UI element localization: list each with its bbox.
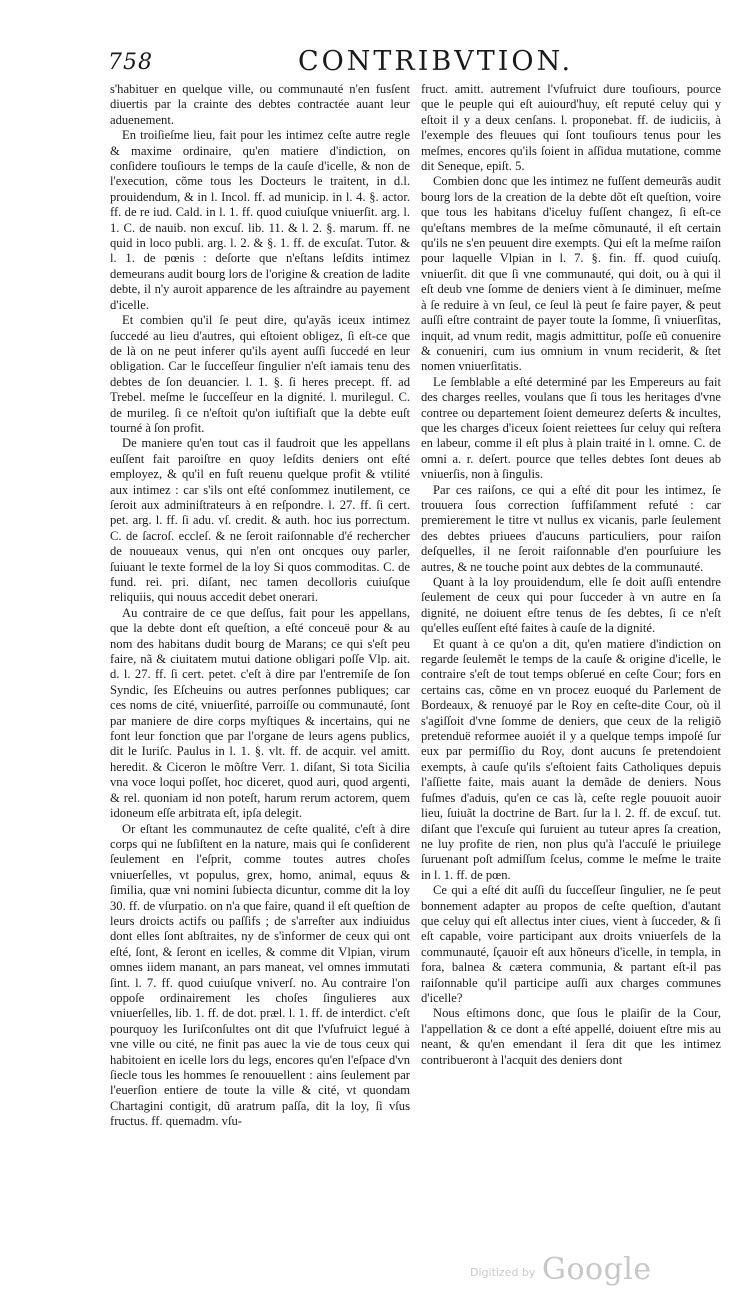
paragraph: fruct. amitt. autrement l'vſufruict dure touſiours, pource que le peuple qui eſt auiourd'huy, eſt reputé celuy qui y eſtoit il y a deux cenſans. l. proponebat. ff. de iudiciis, à l'exemple des fleuues qui ſont touſiours tenus pour les meſmes, encores qu'ils ſoient in aſſidua mutatione, comme dit Seneque, epiſt. 5. (421, 82, 721, 174)
paragraph: De maniere qu'en tout cas il faudroit que les appellans euſſent fait paroiſtre en quoy leſdits deniers ont eſté employez, & qu'il en fuſt reuenu quelque profit & vtilité aux intimez : car s'ils ont eſté conſommez inutilement, ce ſeroit aux adminiſtrateurs à en reſpondre. l. 27. ff. ſi cert. pet. arg. l. ff. ſi adu. vſ. credit. & auth. hoc ius porrectum. C. de ſacroſ. eccleſ. & ne ſeroit raiſonnable d'é rechercher de nouueaux venus, qui n'en ont oncques ouy parler, ſuiuant le texte formel de la loy Si quos commoditas. C. de fund. rei. pri. diſant, nec tamen decolloris cuiuſque reliquiis, qui nouus accedit debet onerari. (110, 436, 410, 605)
digitization-watermark (470, 1254, 740, 1294)
paragraph: Par ces raiſons, ce qui a eſté dit pour les intimez, ſe trouuera ſous correction ſuffiſamment refuté : car premierement le titre vt nullus ex vicanis, parle ſeulement des debtes priuees d'aucuns particuliers, pour raiſon deſquelles, il ne ſeroit raiſonnable d'en pourſuiure les autres, & ne touche point aux debtes de la communauté. (421, 482, 721, 574)
paragraph: Au contraire de ce que deſſus, fait pour les appellans, que la debte dont eſt queſtion, a eſté conceuë pour & au nom des habitans dudit bourg de Marans; ce qui s'eſt peu faire, nã & ciuitatem mutui datione obligari poſſe Vlp. ait. d. l. 27. ff. ſi cert. petet. c'eſt à dire par l'entremiſe de ſon Syndic, ſes Eſcheuins ou autres perſonnes publiques; car ces noms de cité, vniuerſité, parroiſſe ou communauté, ſont par maniere de dire corps myſtiques & incertains, qui ne font leur fonction que par l'organe de leurs agens publics, dit le Iuriſc. Paulus in l. 1. §. vlt. ff. de acquir. vel amitt. heredit. & Ciceron le mõſtre Verr. 1. diſant, Si tota Sicilia vna voce loqui poſſet, hoc diceret, quod auri, quod argenti, & rel. quoniam id non poteſt, harum rerum actorem, quem idoneum eſſe arbitrata eſt, ipſa delegit. (110, 605, 410, 821)
paragraph: Le ſemblable a eſté determiné par les Empereurs au fait des charges reelles, voulans que ſi tous les heritages d'vne contree ou departement ſoient demeurez deſerts & incultes, que les charges d'iceux ſoient reiettees ſur celuy qui reſtera en labeur, comme il eſt plus à plain traité in l. omne. C. de omni a. r. deſert. pource que telles debtes ſont deues ab vniuerſis, non à ſingulis. (421, 374, 721, 482)
page-header (108, 46, 738, 82)
paragraph: Et combien qu'il ſe peut dire, qu'ayãs iceux intimez ſuccedé au lieu d'autres, qui eſtoient obligez, ſi eſt-ce que de là on ne peut inferer qu'ils ayent auſſi ſuccedé en leur obligation. Car le ſucceſſeur ſingulier n'eſt iamais tenu des debtes de ſon deuancier. l. 1. §. ſi heres precept. ff. ad Trebel. meſme le ſucceſſeur en la dignité. l. murilegul. C. de murileg. ſi ce n'eſtoit qu'on iuſtifiaſt que la debte euſt tourné à ſon profit. (110, 313, 410, 435)
paragraph: Combien donc que les intimez ne fuſſent demeurãs audit bourg lors de la creation de la debte dõt eſt queſtion, voire que tous les habitans d'iceluy fuſſent changez, ſi eſt-ce qu'eſtans membres de la meſme cõmunauté, il eſt certain qu'ils ne s'en peuuent dire exempts. Qui eſt la meſme raiſon pour laquelle Vlpian in l. 7. §. fin. ff. quod cuiuſq. vniuerſit. dit que ſi vne communauté, qui doit, ou à qui il eſt deub vne ſomme de deniers vient à ſe diminuer, meſme à ſe reduire à vn ſeul, ce ſeul là peut ſe faire payer, & peut auſſi eſtre contraint de payer toute la ſomme, ſi vniuerſitas, inquit, ad vnum redit, magis admittitur, poſſe eũ conuenire & conueniri, cum ius omnium in vnum reciderit, & ſtet nomen vniuerſitatis. (421, 174, 721, 374)
paragraph: s'habituer en quelque ville, ou communauté n'en fusſent diuertis par la crainte des debtes contractée auant leur aduenement. (110, 82, 410, 127)
paragraph: En troiſieſme lieu, fait pour les intimez ceſte autre regle & maxime ordinaire, qu'en matiere d'indiction, on conſidere touſiours le temps de la cauſe d'icelle, & non de l'execution, cõme tous les Docteurs le traitent, in d.l. prouidendum, & in l. Incol. ff. ad municip. in l. 4. §. actor. ff. de re iud. Cald. in l. 1. ff. quod cuiuſque vniuerſit. arg. l. 1. C. de nauib. non excuſ. lib. 11. & l. 2. §. marum. ff. ne quid in loco publi. arg. l. 2. & §. 1. ff. de excuſat. Tutor. & l. 1. de pœnis : deſorte que n'eſtans leſdits intimez demeurans audit bourg lors de l'origine & creation de ladite debte, il n'y auroit apparence de les aſtraindre au payement d'icelle. (110, 128, 410, 312)
running-title: CONTRIBVTION. (298, 46, 574, 77)
digitized-by-label: Digitized by (470, 1266, 536, 1279)
paragraph: Nous eſtimons donc, que ſous le plaiſir de la Cour, l'appellation & ce dont a eſté appellé, doiuent eſtre mis au neant, & qu'en emendant il ſera dit que les intimez contribueront à l'acquit des deniers dont (421, 1006, 721, 1067)
paragraph: Or eſtant les communautez de ceſte qualité, c'eſt à dire corps qui ne ſubſiſtent en la nature, mais qui ſe conſiderent ſeulement en l'eſprit, comme toutes autres choſes vniuerſelles, vt populus, grex, homo, animal, equus & ſimilia, quæ vni nomini ſubiecta dicuntur, comme dit la loy 30. ff. de vſurpatio. on n'a que faire, quand il eſt queſtion de leurs droicts actifs ou paſſifs ; de s'arreſter aux indiuidus dont elles ſont abſtraites, ny de s'informer de ceux qui ont eſté, ſont, & ſeront en icelles, & comme dit Vlpian, virum omnes iidem manant, an pars maneat, vel omnes immutati ſint. l. 7. ff. quod cuiuſque vniverſ. no. Au contraire l'on oppoſe ordinairement les choſes ſingulieres aux vniuerſelles, lib. 1. ff. de dot. præl. l. 1. ff. de interdict. c'eſt pourquoy les Iuriſconſultes ont dit que l'vſufruict legué à vne ville ou cité, ne finit pas auec la vie de tous ceux qui habitoient en icelle lors du legs, encores qu'en l'eſpace d'vn ſiecle tous les hommes ſe renouuellent : ains ſeulement par l'euerſion entiere de toute la ville & cité, vt quondam Chartagini contigit, dũ aratrum paſſa, dit la loy, ſi vſus fructus. ff. quemadm. vſu- (110, 821, 411, 1129)
paragraph: Quant à la loy prouidendum, elle ſe doit auſſi entendre ſeulement de ceux qui pour ſucceder à vn autre en ſa dignité, ne doiuent eſtre tenus de ſes debtes, ſi ce n'eſt qu'elles euſſent eſté faites à cauſe de la dignité. (421, 575, 721, 636)
right-column (421, 82, 721, 1068)
left-column (110, 82, 410, 1130)
page-number: 758 (108, 50, 153, 75)
paragraph: Et quant à ce qu'on a dit, qu'en matiere d'indiction on regarde ſeulemẽt le temps de la cauſe & origine d'icelle, le contraire s'eſt de tout temps obſerué en ceſte Cour; fors en certains cas, cõme en vn procez euoqué du Parlement de Bordeaux, & renuoyé par le Roy en ceſte-dite Cour, où il s'agiſſoit d'vne ſomme de deniers, que ceux de la religiõ pretenduë reformee auoiét il y a quelque temps impoſé ſur eux par permiſſio du Roy, dont aucuns ſe pretendoient exempts, à cauſe qu'ils s'eſtoient faits Catholiques depuis l'aſſiette faite, mais auant la demãde de deniers. Nous fuſmes d'aduis, qu'en ce cas là, ceſte regle pouuoit auoir lieu, ſuiuãt la doctrine de Bart. ſur la l. 2. ff. de excuſ. tut. diſant que l'excuſe qui ſuruient au tuteur apres ſa creation, ne luy profite de rien, non plus qu'à l'accuſé le priuilege ſuruenant poſt admiſſum ſcelus, comme le meſme le traite in l. 1. ff. de pœn. (421, 636, 721, 882)
paragraph: Ce qui a eſté dit auſſi du ſucceſſeur ſingulier, ne ſe peut bonnement adapter au propos de ceſte queſtion, d'autant que celuy qui eſt allectus inter ciues, vient à ſucceder, & ſi eſt capable, voire participant aux droits vniuerſels de la communauté, ſçauoir eſt aux hõneurs d'icelle, in templa, in fora, balnea & cætera communia, & partant eſt-il pas raiſonnable qu'il participe auſſi aux charges communes d'icelle? (421, 883, 721, 1005)
google-logo: Google (542, 1252, 652, 1287)
